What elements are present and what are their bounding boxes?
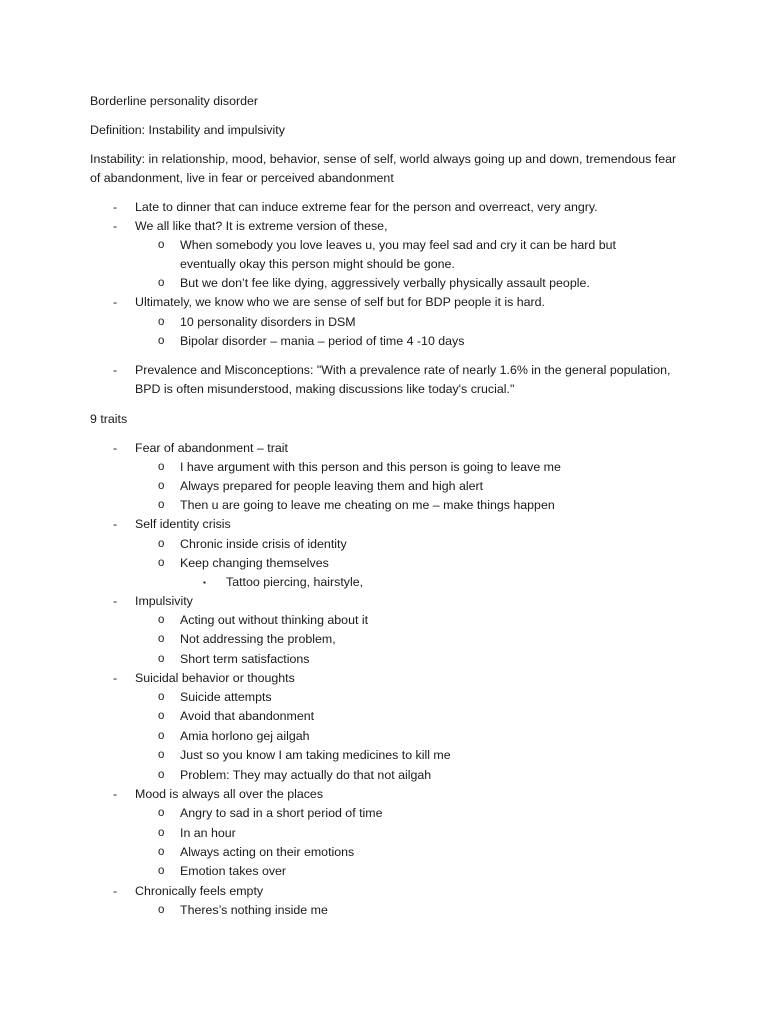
dash-bullet-icon: - — [113, 295, 118, 309]
list-item-text: Suicidal behavior or thoughts — [135, 671, 295, 685]
circle-bullet-icon: o — [158, 316, 165, 328]
circle-bullet-icon: o — [158, 538, 165, 550]
dash-bullet-icon: - — [113, 787, 118, 801]
circle-bullet-icon: o — [158, 769, 165, 781]
list-item-text: Bipolar disorder – mania – period of time 4 -10 days — [180, 334, 465, 348]
list-item-text: Theres’s nothing inside me — [180, 903, 328, 917]
dash-bullet-icon: - — [113, 594, 118, 608]
list-item-text: Just so you know I am taking medicines to kill me — [180, 748, 451, 762]
circle-bullet-icon: o — [158, 633, 165, 645]
document-title: Borderline personality disorder — [90, 94, 259, 108]
list-item-text: Acting out without thinking about it — [180, 613, 369, 627]
list-item-text: But we don’t fee like dying, aggressively verbally physically assault people. — [180, 276, 590, 290]
circle-bullet-icon: o — [158, 614, 165, 626]
list-item-text: In an hour — [180, 826, 236, 840]
square-bullet-icon: ▪ — [203, 578, 206, 587]
list-item-text: Mood is always all over the places — [135, 787, 324, 801]
list-item-text: When somebody you love leaves u, you may feel sad and cry it can be hard but eventually okay this person might should be gone. — [180, 238, 616, 271]
circle-bullet-icon: o — [158, 807, 165, 819]
list-item-text: Emotion takes over — [180, 864, 287, 878]
dash-bullet-icon: - — [113, 884, 118, 898]
list-item-text: We all like that? It is extreme version of these, — [135, 219, 388, 233]
dash-bullet-icon: - — [113, 200, 118, 214]
list-item-text: Always prepared for people leaving them and high alert — [180, 479, 484, 493]
circle-bullet-icon: o — [158, 239, 165, 251]
list-item-text: I have argument with this person and this person is going to leave me — [180, 460, 561, 474]
list-item-text: Chronic inside crisis of identity — [180, 537, 347, 551]
instability-paragraph: Instability: in relationship, mood, behavior, sense of self, world always going up and down, tremendous fear of abandonment, live in fear or perceived abandonment — [90, 152, 677, 185]
dash-bullet-icon: - — [113, 671, 118, 685]
traits-heading: 9 traits — [90, 412, 128, 426]
list-item-text: 10 personality disorders in DSM — [180, 315, 356, 329]
dash-bullet-icon: - — [113, 517, 118, 531]
circle-bullet-icon: o — [158, 865, 165, 877]
circle-bullet-icon: o — [158, 499, 165, 511]
circle-bullet-icon: o — [158, 710, 165, 722]
circle-bullet-icon: o — [158, 480, 165, 492]
definition-line: Definition: Instability and impulsivity — [90, 123, 285, 137]
list-item-text: Fear of abandonment – trait — [135, 441, 288, 455]
list-item-text: Impulsivity — [135, 594, 193, 608]
list-item-text: Late to dinner that can induce extreme fear for the person and overreact, very angry. — [135, 200, 598, 214]
list-item-text: Ultimately, we know who we are sense of self but for BDP people it is hard. — [135, 295, 546, 309]
circle-bullet-icon: o — [158, 461, 165, 473]
circle-bullet-icon: o — [158, 827, 165, 839]
list-item-text: Prevalence and Misconceptions: "With a prevalence rate of nearly 1.6% in the general population, BPD is often misunderstood, making discussions like today's crucial." — [135, 363, 671, 396]
list-item-text: Always acting on their emotions — [180, 845, 355, 859]
list-item-text: Suicide attempts — [180, 690, 272, 704]
dash-bullet-icon: - — [113, 441, 118, 455]
list-item-text: Tattoo piercing, hairstyle, — [226, 575, 364, 589]
circle-bullet-icon: o — [158, 277, 165, 289]
list-item-text: Short term satisfactions — [180, 652, 310, 666]
list-item-text: Chronically feels empty — [135, 884, 264, 898]
circle-bullet-icon: o — [158, 653, 165, 665]
circle-bullet-icon: o — [158, 749, 165, 761]
list-item-text: Self identity crisis — [135, 517, 231, 531]
list-item-text: Keep changing themselves — [180, 556, 329, 570]
list-item-text: Problem: They may actually do that not ailgah — [180, 768, 432, 782]
circle-bullet-icon: o — [158, 846, 165, 858]
circle-bullet-icon: o — [158, 730, 165, 742]
list-item-text: Not addressing the problem, — [180, 632, 336, 646]
list-item-text: Amia horlono gej ailgah — [180, 729, 310, 743]
list-item-text: Angry to sad in a short period of time — [180, 806, 383, 820]
dash-bullet-icon: - — [113, 363, 118, 377]
dash-bullet-icon: - — [113, 219, 118, 233]
circle-bullet-icon: o — [158, 335, 165, 347]
circle-bullet-icon: o — [158, 904, 165, 916]
list-item-text: Avoid that abandonment — [180, 709, 315, 723]
list-item-text: Then u are going to leave me cheating on me – make things happen — [180, 498, 555, 512]
circle-bullet-icon: o — [158, 557, 165, 569]
circle-bullet-icon: o — [158, 691, 165, 703]
